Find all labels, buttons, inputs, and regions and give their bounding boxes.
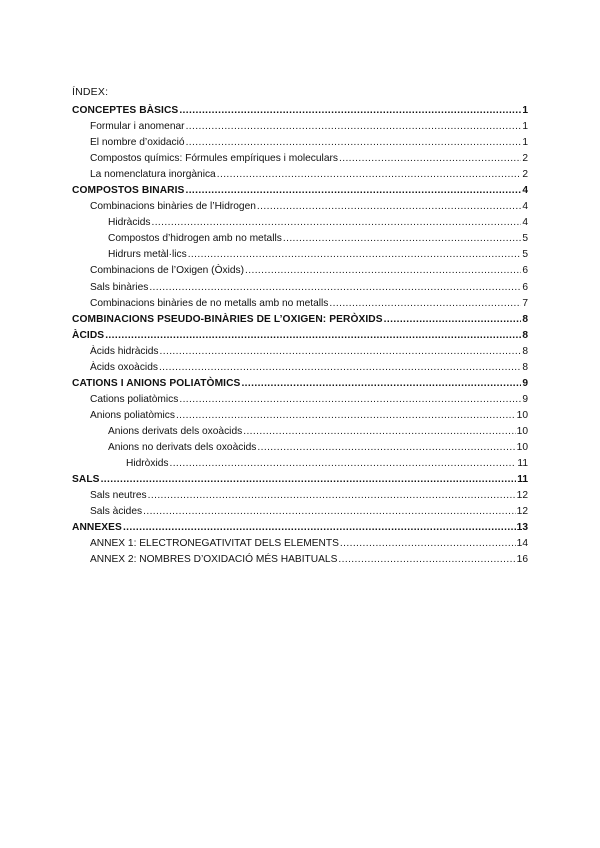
toc-entry-page-number: 6 xyxy=(522,281,528,293)
toc-entry[interactable] xyxy=(72,231,528,247)
toc-entry-title: COMBINACIONS PSEUDO-BINÀRIES DE L’OXIGEN: PERÒXIDS xyxy=(72,313,383,325)
toc-entry[interactable] xyxy=(72,215,528,231)
toc-dot-leader xyxy=(245,263,521,279)
toc-dot-leader xyxy=(151,215,521,231)
toc-entry-page-number: 10 xyxy=(516,425,528,437)
toc-dot-leader xyxy=(123,520,516,536)
toc-dot-leader xyxy=(338,552,515,568)
toc-entry-page-number: 6 xyxy=(522,265,528,277)
toc-dot-leader xyxy=(283,231,521,247)
toc-entry-page-number: 10 xyxy=(516,409,528,421)
toc-dot-leader xyxy=(159,360,521,376)
toc-entry-page-number: 1 xyxy=(522,121,528,133)
toc-entry-title: ANNEXES xyxy=(72,522,122,534)
toc-entry-page-number: 5 xyxy=(522,233,528,245)
toc-dot-leader xyxy=(179,392,521,408)
toc-entry-page-number: 10 xyxy=(516,441,528,453)
toc-entry-title: Sals àcides xyxy=(90,506,143,518)
toc-dot-leader xyxy=(188,247,522,263)
toc-dot-leader xyxy=(339,151,521,167)
toc-entry-title: Sals neutres xyxy=(90,490,147,502)
toc-entry-page-number: 12 xyxy=(516,490,528,502)
toc-dot-leader xyxy=(185,183,521,199)
toc-entry[interactable] xyxy=(72,263,528,279)
toc-dot-leader xyxy=(186,119,522,135)
toc-entry-title: COMPOSTOS BINARIS xyxy=(72,185,185,197)
toc-entry[interactable] xyxy=(72,135,528,151)
toc-dot-leader xyxy=(143,504,516,520)
toc-entry[interactable] xyxy=(72,119,528,135)
toc-entry-page-number: 14 xyxy=(516,538,528,550)
toc-entry-title: La nomenclatura inorgànica xyxy=(90,169,216,181)
toc-entry[interactable] xyxy=(72,536,528,552)
toc-dot-leader xyxy=(257,199,521,215)
toc-entry-title: Combinacions binàries de no metalls amb no metalls xyxy=(90,297,329,309)
toc-dot-leader xyxy=(340,536,516,552)
toc-entry[interactable] xyxy=(72,472,528,488)
toc-entry-page-number: 7 xyxy=(522,297,528,309)
toc-entry-title: CONCEPTES BÀSICS xyxy=(72,105,179,116)
toc-dot-leader xyxy=(329,296,521,312)
toc-entry-title: Àcids oxoàcids xyxy=(90,361,158,373)
toc-entry[interactable] xyxy=(72,520,528,536)
toc-entry-title: Anions poliatòmics xyxy=(90,409,175,421)
toc-entry[interactable] xyxy=(72,280,528,296)
toc-entry[interactable] xyxy=(72,247,528,263)
toc-entry[interactable] xyxy=(72,167,528,183)
toc-entry-page-number: 11 xyxy=(517,474,528,486)
toc-entry-title: Àcids hidràcids xyxy=(90,345,159,357)
toc-entry-page-number: 2 xyxy=(522,153,528,165)
toc-entry[interactable] xyxy=(72,183,528,199)
toc-entry-title: Formular i anomenar xyxy=(90,121,185,133)
toc-entry-page-number: 1 xyxy=(522,137,528,149)
toc-entry[interactable] xyxy=(72,360,528,376)
toc-entry-title: ÀCIDS xyxy=(72,329,105,341)
toc-entry[interactable] xyxy=(72,552,528,568)
toc-dot-leader xyxy=(149,280,521,296)
toc-entry-page-number: 16 xyxy=(516,554,528,566)
toc-entry[interactable] xyxy=(72,103,528,119)
toc-entry[interactable] xyxy=(72,296,528,312)
toc-entry[interactable] xyxy=(72,199,528,215)
toc-entry-title: CATIONS I ANIONS POLIATÒMICS xyxy=(72,377,241,389)
toc-entry-page-number: 5 xyxy=(522,249,528,261)
toc-entry[interactable] xyxy=(72,151,528,167)
toc-dot-leader xyxy=(176,408,516,424)
toc-entry-page-number: 8 xyxy=(522,361,528,373)
toc-dot-leader xyxy=(257,440,515,456)
toc-entry-title: El nombre d’oxidació xyxy=(90,137,185,149)
toc-dot-leader xyxy=(160,344,522,360)
toc-entry-title: SALS xyxy=(72,474,100,486)
toc-entry-page-number: 9 xyxy=(522,377,528,389)
toc-entry-title: Cations poliatòmics xyxy=(90,393,179,405)
toc-entry-title: Sals binàries xyxy=(90,281,149,293)
toc-entry-page-number: 8 xyxy=(522,313,528,325)
toc-entry[interactable] xyxy=(72,504,528,520)
toc-dot-leader xyxy=(217,167,522,183)
toc-entry-page-number: 11 xyxy=(517,458,528,470)
toc-entry[interactable] xyxy=(72,488,528,504)
toc-entry[interactable] xyxy=(72,344,528,360)
toc-entry[interactable] xyxy=(72,440,528,456)
toc-entry-page-number: 12 xyxy=(516,506,528,518)
toc-entry-title: Combinacions de l’Oxigen (Òxids) xyxy=(90,265,245,277)
toc-entry-title: Hidròxids xyxy=(126,458,169,470)
toc-entry-page-number: 2 xyxy=(522,169,528,181)
toc-entry[interactable] xyxy=(72,424,528,440)
toc-entry-title: Combinacions binàries de l’Hidrogen xyxy=(90,201,256,213)
index-title: ÍNDEX: xyxy=(72,86,109,98)
toc-dot-leader xyxy=(101,472,517,488)
toc-entry[interactable] xyxy=(72,328,528,344)
toc-entry[interactable] xyxy=(72,312,528,328)
toc-entry-page-number: 4 xyxy=(522,201,528,213)
toc-entry-page-number: 1 xyxy=(522,105,528,116)
toc-entry-title: ANNEX 1: ELECTRONEGATIVITAT DELS ELEMENTS xyxy=(90,538,339,550)
toc-entry[interactable] xyxy=(72,408,528,424)
toc-entry[interactable] xyxy=(72,456,528,472)
toc-dot-leader xyxy=(186,135,522,151)
toc-dot-leader xyxy=(243,424,515,440)
toc-entry-title: ANNEX 2: NOMBRES D’OXIDACIÓ MÉS HABITUALS xyxy=(90,554,338,566)
toc-entry-page-number: 8 xyxy=(522,345,528,357)
toc-entry-page-number: 8 xyxy=(522,329,528,341)
toc-entry-page-number: 9 xyxy=(522,393,528,405)
toc-dot-leader xyxy=(105,328,521,344)
toc-entry-title: Anions derivats dels oxoàcids xyxy=(108,425,243,437)
table-of-contents xyxy=(72,103,528,568)
toc-entry-title: Compostos d’hidrogen amb no metalls xyxy=(108,233,282,245)
toc-entry-page-number: 4 xyxy=(522,185,528,197)
toc-entry-page-number: 4 xyxy=(522,217,528,229)
toc-dot-leader xyxy=(179,103,521,119)
toc-dot-leader xyxy=(241,376,521,392)
toc-entry[interactable] xyxy=(72,376,528,392)
toc-entry-title: Hidràcids xyxy=(108,217,151,229)
toc-entry-page-number: 13 xyxy=(516,522,528,534)
toc-entry[interactable] xyxy=(72,392,528,408)
toc-entry-title: Anions no derivats dels oxoàcids xyxy=(108,441,257,453)
toc-dot-leader xyxy=(148,488,516,504)
toc-entry-title: Compostos químics: Fórmules empíriques i moleculars xyxy=(90,153,338,165)
toc-dot-leader xyxy=(169,456,516,472)
toc-entry-title: Hidrurs metàl·lics xyxy=(108,249,187,261)
toc-dot-leader xyxy=(384,312,522,328)
